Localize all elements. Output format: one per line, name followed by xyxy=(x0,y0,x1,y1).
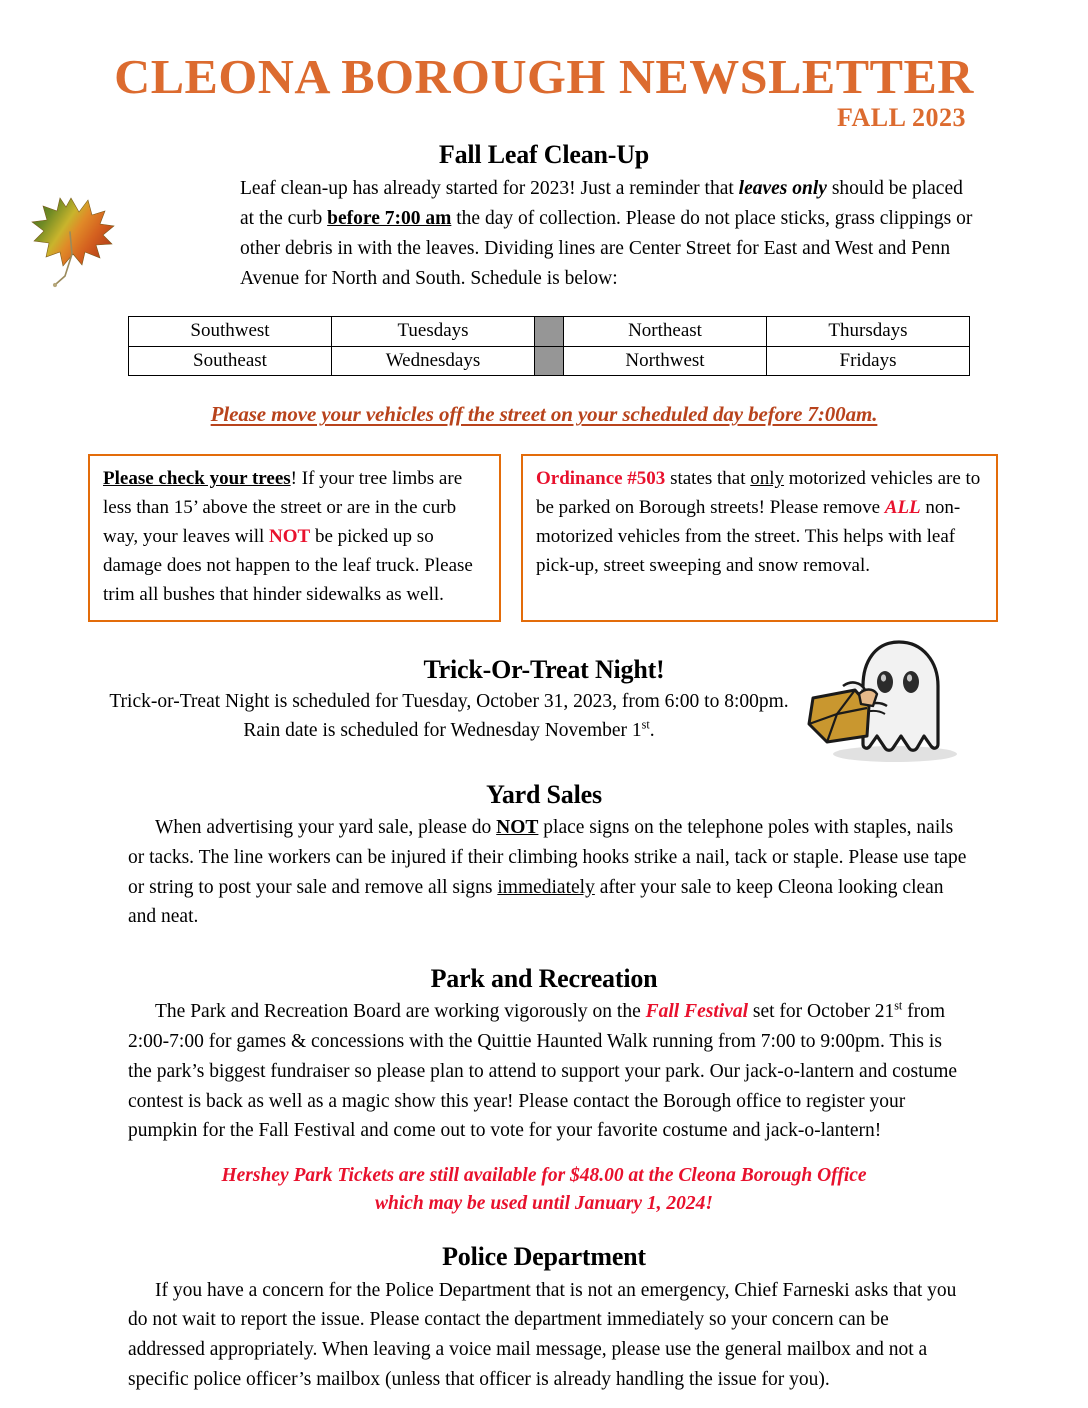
yard-sales-heading: Yard Sales xyxy=(486,780,602,810)
fall-leaf-cleanup-body xyxy=(0,174,1088,293)
police-department-section xyxy=(0,1241,1088,1394)
trick-or-treat-section xyxy=(0,654,1088,746)
yard-emphasis-not: NOT xyxy=(496,817,539,839)
leaf-text-1: Leaf clean-up has already started for 2023! Just a reminder that xyxy=(240,178,739,200)
masthead xyxy=(0,0,1088,131)
fall-leaf-cleanup-heading: Fall Leaf Clean-Up xyxy=(438,140,650,170)
cell-area-left: Southeast xyxy=(129,346,332,376)
cell-day-right: Thursdays xyxy=(767,316,970,346)
leaf-collection-schedule-wrapper xyxy=(0,316,1088,377)
cell-area-left: Southwest xyxy=(129,316,332,346)
ordinance-box-text-1: states that xyxy=(665,468,751,490)
newsletter-title: CLEONA BOROUGH NEWSLETTER xyxy=(114,49,974,104)
yard-emphasis-immediately: immediately xyxy=(497,876,595,898)
park-and-recreation-heading: Park and Recreation xyxy=(430,964,658,994)
check-your-trees-paragraph xyxy=(103,465,487,609)
move-vehicles-notice: Please move your vehicles off the street on your scheduled day before 7:00am. xyxy=(210,402,878,427)
hershey-park-tickets-notice xyxy=(0,1162,1088,1217)
yard-text-2: place signs on the telephone poles with staples, nails or tacks. The line workers can be injured if their climbing hooks strike a nail, tack or staple. Please use tape or string to post your sale and remove all signs xyxy=(128,817,967,898)
cell-day-left: Tuesdays xyxy=(332,316,535,346)
hershey-notice-line-2: which may be used until January 1, 2024! xyxy=(374,1192,714,1214)
trees-box-text-2: be picked up so damage does not happen to the leaf truck. Please trim all bushes that hinder sidewalks as well. xyxy=(103,526,473,605)
tot-text-end: . xyxy=(649,720,655,742)
leaf-emphasis-leaves-only: leaves only xyxy=(738,178,827,200)
park-and-recreation-section xyxy=(0,963,1088,1217)
yard-sales-paragraph xyxy=(128,813,968,932)
yard-sales-section xyxy=(0,779,1088,932)
leaf-emphasis-before-7am: before 7:00 am xyxy=(327,208,452,230)
notice-boxes-row xyxy=(0,454,1088,621)
ordinance-box-emphasis-only: only xyxy=(750,468,785,490)
ordinance-box-emphasis-all: ALL xyxy=(884,497,921,519)
cell-area-right: Northwest xyxy=(564,346,767,376)
table-row xyxy=(129,346,970,376)
ordinance-box-text-3: non-motorized vehicles from the street. This helps with leaf pick-up, street sweeping and snow removal. xyxy=(536,497,961,576)
ordinance-503-box xyxy=(521,454,998,621)
park-and-recreation-paragraph xyxy=(128,997,968,1146)
tot-text-1: Trick-or-Treat Night is scheduled for Tuesday, October 31, 2023, from 6:00 to 8:00pm. Rain date is scheduled for Wednesday November 1 xyxy=(109,690,789,742)
yard-text-3: after your sale to keep Cleona looking clean and neat. xyxy=(128,876,944,928)
check-your-trees-box xyxy=(88,454,501,621)
park-ordinal-st: st xyxy=(894,998,903,1013)
ordinance-box-text-2: motorized vehicles are to be parked on Borough streets! Please remove xyxy=(536,468,981,519)
ordinance-box-lead: Ordinance #503 xyxy=(536,468,666,490)
yard-sales-body xyxy=(0,813,1088,932)
table-row xyxy=(129,316,970,346)
trick-or-treat-paragraph xyxy=(100,687,798,746)
newsletter-issue: FALL 2023 xyxy=(837,102,966,132)
park-text-2: set for October 21 xyxy=(748,1001,895,1023)
cell-day-left: Wednesdays xyxy=(332,346,535,376)
hershey-notice-line-1: Hershey Park Tickets are still available for $48.00 at the Cleona Borough Office xyxy=(221,1165,867,1187)
park-and-recreation-body xyxy=(0,997,1088,1146)
trick-or-treat-heading: Trick-Or-Treat Night! xyxy=(423,654,665,684)
autumn-maple-leaf-icon xyxy=(8,182,138,292)
fall-leaf-cleanup-section xyxy=(0,139,1088,294)
cell-area-right: Northeast xyxy=(564,316,767,346)
trees-box-emphasis-not: NOT xyxy=(269,526,311,548)
leaf-collection-schedule-table xyxy=(128,316,970,377)
ghost-with-trick-or-treat-bag-icon xyxy=(803,632,978,767)
leaf-text-3: the day of collection. Please do not place sticks, grass clippings or other debris in with the leaves. Dividing lines are Center Street for East and West and Penn Avenue for North and South. Schedule is below: xyxy=(240,208,973,289)
table-divider-cell xyxy=(535,316,564,346)
police-department-paragraph: If you have a concern for the Police Department that is not an emergency, Chief Farneski asks that you do not wait to report the issue. Please contact the department immediately so your concern can be addressed appropriately. When leaving a voice mail message, please use the general mailbox and not a specific police officer’s mailbox (unless that officer is already handling the issue for you). xyxy=(128,1279,957,1390)
park-emphasis-fall-festival: Fall Festival xyxy=(645,1001,748,1023)
yard-text-1: When advertising your yard sale, please do xyxy=(155,817,497,839)
cell-day-right: Fridays xyxy=(767,346,970,376)
park-text-1: The Park and Recreation Board are working vigorously on the xyxy=(155,1001,646,1023)
leaf-text-2: should be placed at the curb xyxy=(240,178,963,230)
trees-box-text-1: ! If your tree limbs are less than 15’ above the street or are in the curb way, your leaves will xyxy=(103,468,463,548)
police-department-body xyxy=(0,1276,1088,1395)
park-text-3: from 2:00-7:00 for games & concessions with the Quittie Haunted Walk running from 7:00 to 9:00pm. This is the park’s biggest fundraiser so please plan to attend to support your park. Our jack-o-lantern and costume contest is back as well as a magic show this year! Please contact the Borough office to register your pumpkin for the Fall Festival and come out to vote for your favorite costume and jack-o-lantern! xyxy=(128,1001,958,1142)
ordinance-503-paragraph xyxy=(536,465,984,581)
police-department-heading: Police Department xyxy=(442,1242,646,1272)
table-divider-cell xyxy=(535,346,564,376)
tot-ordinal-st: st xyxy=(641,717,650,732)
fall-leaf-cleanup-paragraph xyxy=(240,174,980,293)
trees-box-lead: Please check your trees xyxy=(103,468,291,490)
